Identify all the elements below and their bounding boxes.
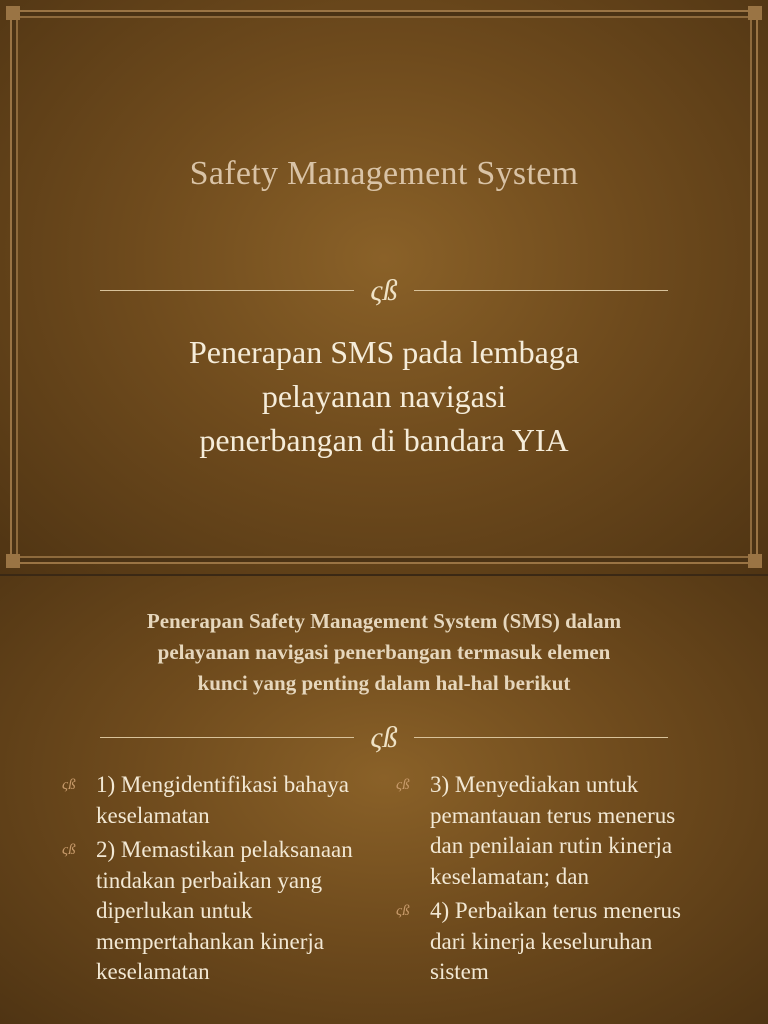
frame-corner-icon: [6, 554, 20, 568]
content-slide: [0, 576, 768, 1024]
list-item-text: 4) Perbaikan terus menerus dari kinerja keseluruhan sistem: [430, 898, 682, 984]
heading-line: kunci yang penting dalam hal-hal berikut: [197, 671, 571, 695]
bullet-flourish-icon: ςß: [396, 903, 410, 919]
frame-corner-icon: [748, 554, 762, 568]
heading-line: pelayanan navigasi penerbangan termasuk elemen: [157, 640, 611, 664]
bullet-list-right: [396, 770, 696, 992]
divider-line-left: [100, 290, 354, 291]
subtitle-line: penerbangan di bandara YIA: [199, 422, 569, 458]
bullet-flourish-icon: ςß: [62, 842, 76, 858]
list-item-text: 1) Mengidentifikasi bahaya keselamatan: [96, 772, 349, 828]
frame-corner-icon: [6, 6, 20, 20]
ornament-divider: [0, 271, 768, 311]
subtitle-line: Penerapan SMS pada lembaga: [188, 334, 580, 370]
bullet-list-left: [62, 770, 362, 992]
list-item-text: 3) Menyediakan untuk pemantauan terus menerus dan penilaian rutin kinerja keselamatan; dan: [430, 772, 676, 889]
list-item: [396, 770, 696, 892]
slide-title: Safety Management System: [189, 155, 579, 192]
subtitle-line: pelayanan navigasi: [261, 378, 507, 414]
list-item: [62, 770, 362, 831]
bullet-flourish-icon: ςß: [396, 777, 410, 793]
slide-subtitle: [60, 330, 708, 462]
list-item-text: 2) Memastikan pelaksanaan tindakan perbaikan yang diperlukan untuk mempertahankan kinerja keselamatan: [96, 837, 353, 984]
divider-line-left: [100, 737, 354, 738]
divider-line-right: [414, 290, 668, 291]
flourish-icon: ςß: [370, 274, 398, 307]
list-item: [396, 896, 696, 988]
bullet-flourish-icon: ςß: [62, 777, 76, 793]
ornament-divider: [0, 718, 768, 758]
divider-line-right: [414, 737, 668, 738]
flourish-icon: ςß: [370, 721, 398, 754]
slide-heading: [40, 606, 728, 699]
heading-line: Penerapan Safety Management System (SMS) dalam: [146, 609, 622, 633]
list-item: [62, 835, 362, 988]
frame-corner-icon: [748, 6, 762, 20]
